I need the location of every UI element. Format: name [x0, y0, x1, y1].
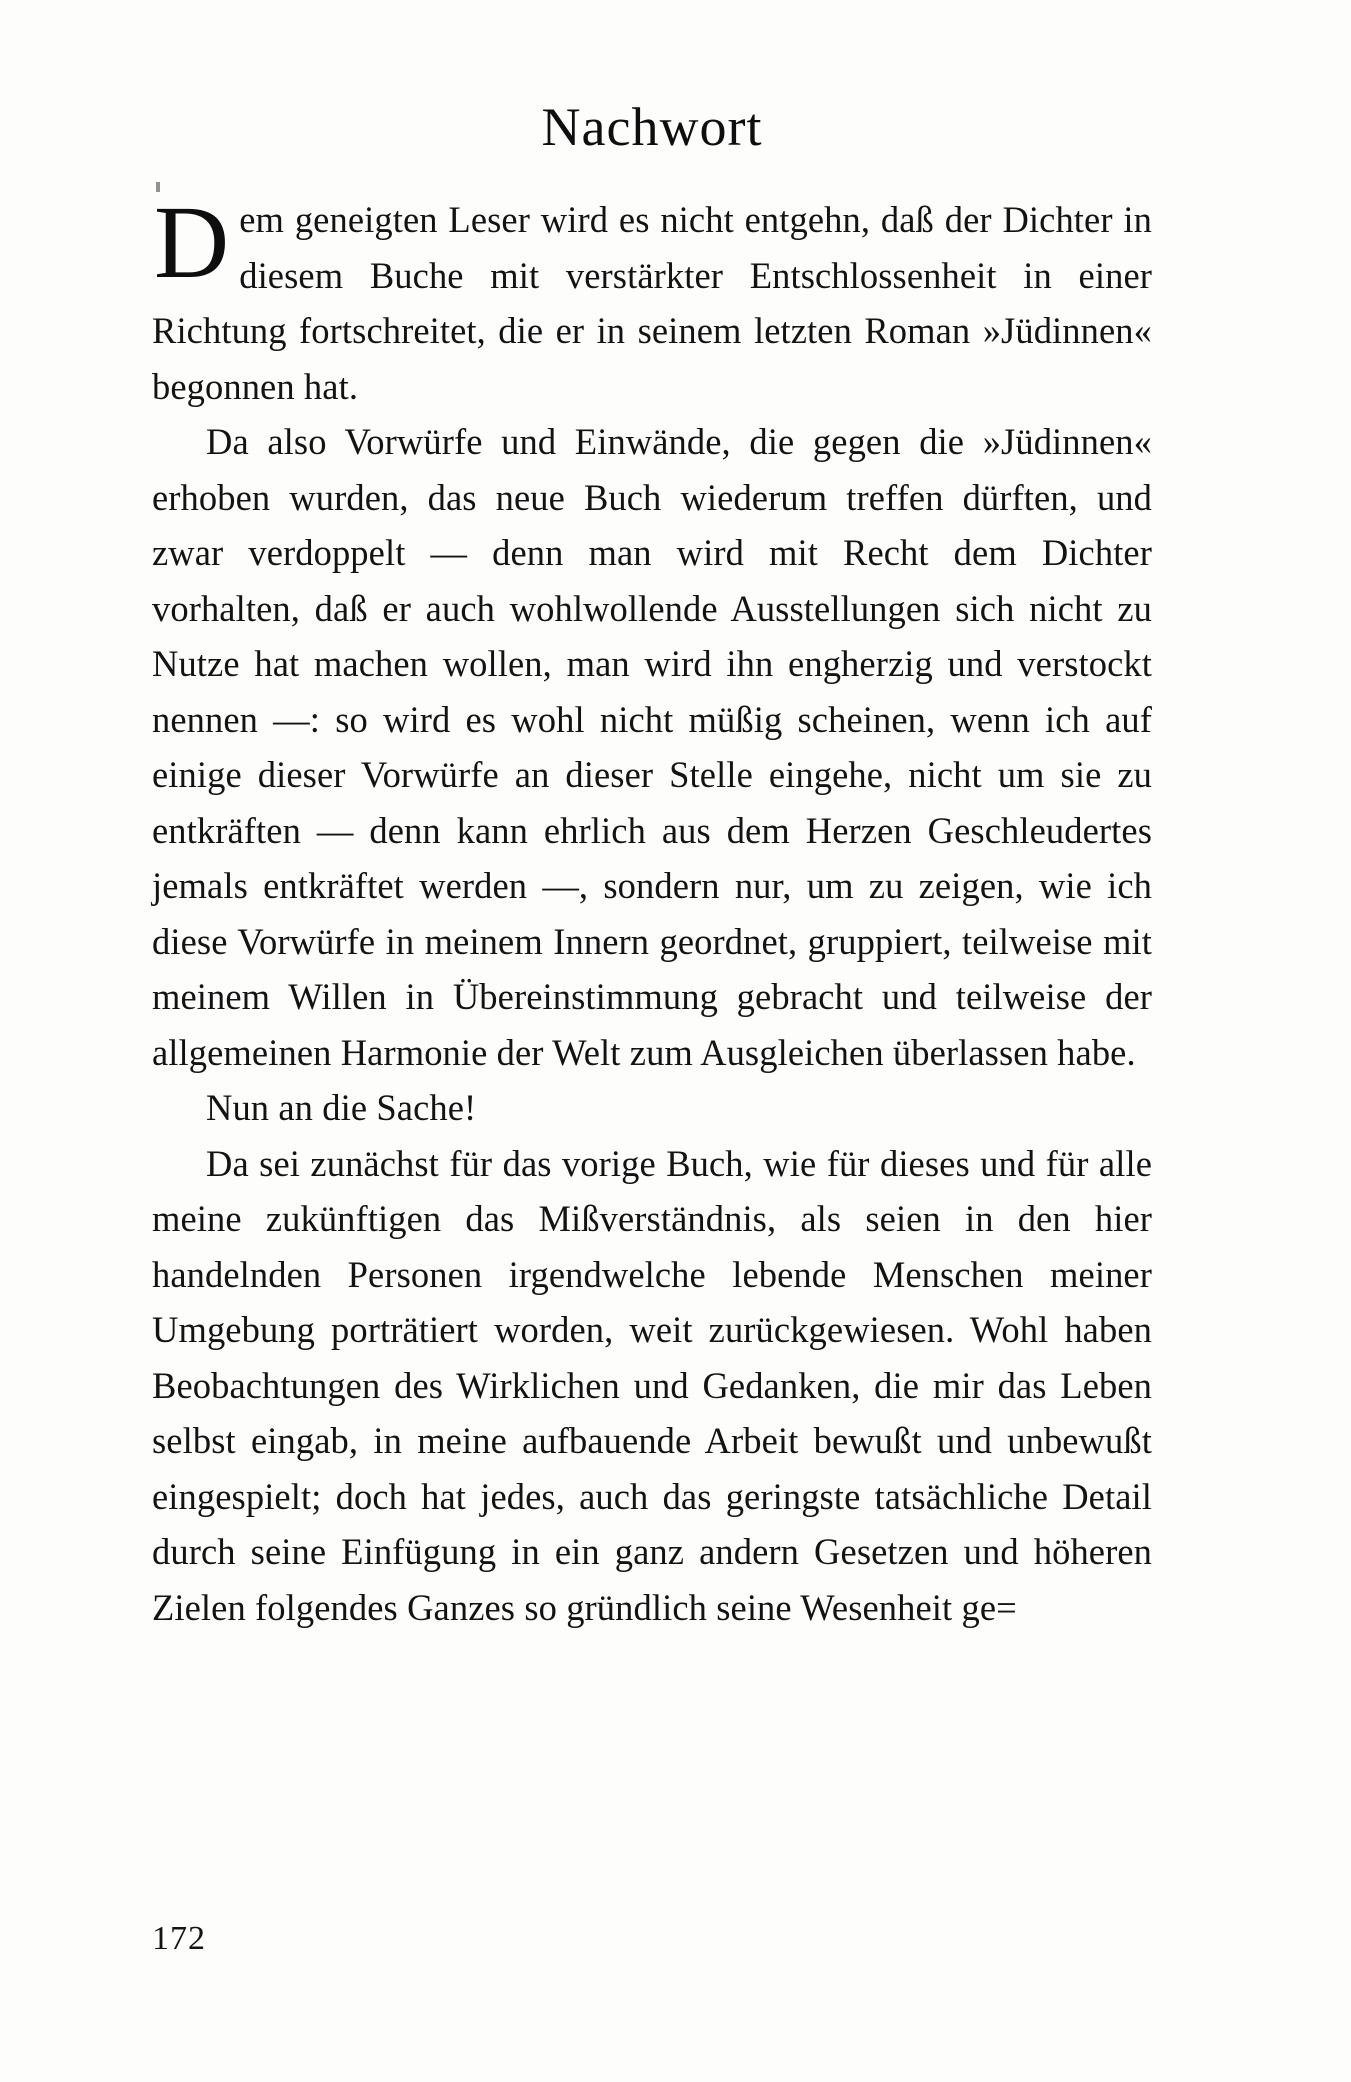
paragraph-3: Nun an die Sache!: [206, 1087, 477, 1128]
page-content: [152, 96, 1152, 1635]
page-title: Nachwort: [541, 97, 763, 157]
paragraph-1-text: em geneigten Leser wird es nicht entgehn, daß der Dichter in diesem Buche mit verstärkter Entschlossenheit in einer Richtung fortschreitet, die er in seinem letzten Roman »Jüdinnen« begonnen hat.: [152, 199, 1152, 407]
body-text: [152, 185, 1152, 1635]
paragraph-1: [152, 185, 1152, 414]
page-number: 172: [152, 1920, 206, 1957]
paragraph-4: Da sei zunächst für das vorige Buch, wie für dieses und für alle meine zukünftigen das Mißverständnis, als seien in den hier handelnden Personen irgendwelche lebende Menschen meiner Umgebung porträtiert worden, weit zurückgewiesen. Wohl haben Beobachtungen des Wirklichen und Gedanken, die mir das Leben selbst eingab, in meine aufbauende Arbeit bewußt und unbewußt eingespielt; doch hat jedes, auch das geringste tatsächliche Detail durch seine Einfügung in ein ganz andern Gesetzen und höheren Zielen folgendes Ganzes so gründlich seine Wesenheit ge=: [152, 1142, 1152, 1628]
drop-cap-letter: D: [154, 185, 230, 300]
paragraph-2: Da also Vorwürfe und Einwände, die gegen die »Jüdinnen« erhoben wurden, das neue Buch wiederum treffen dürften, und zwar verdoppelt — denn man wird mit Recht dem Dichter vorhalten, daß er auch wohlwollende Ausstellungen sich nicht zu Nutze hat machen wollen, man wird ihn engherzig und verstockt nennen —: so wird es wohl nicht müßig scheinen, wenn ich auf einige dieser Vorwürfe an dieser Stelle eingehe, nicht um sie zu entkräften — denn kann ehrlich aus dem Herzen Geschleudertes jemals entkräftet werden —, sondern nur, um zu zeigen, wie ich diese Vorwürfe in meinem Innern geordnet, gruppiert, teilweise mit meinem Willen in Übereinstimmung gebracht und teilweise der allgemeinen Harmonie der Welt zum Ausgleichen überlassen habe.: [152, 421, 1152, 1073]
